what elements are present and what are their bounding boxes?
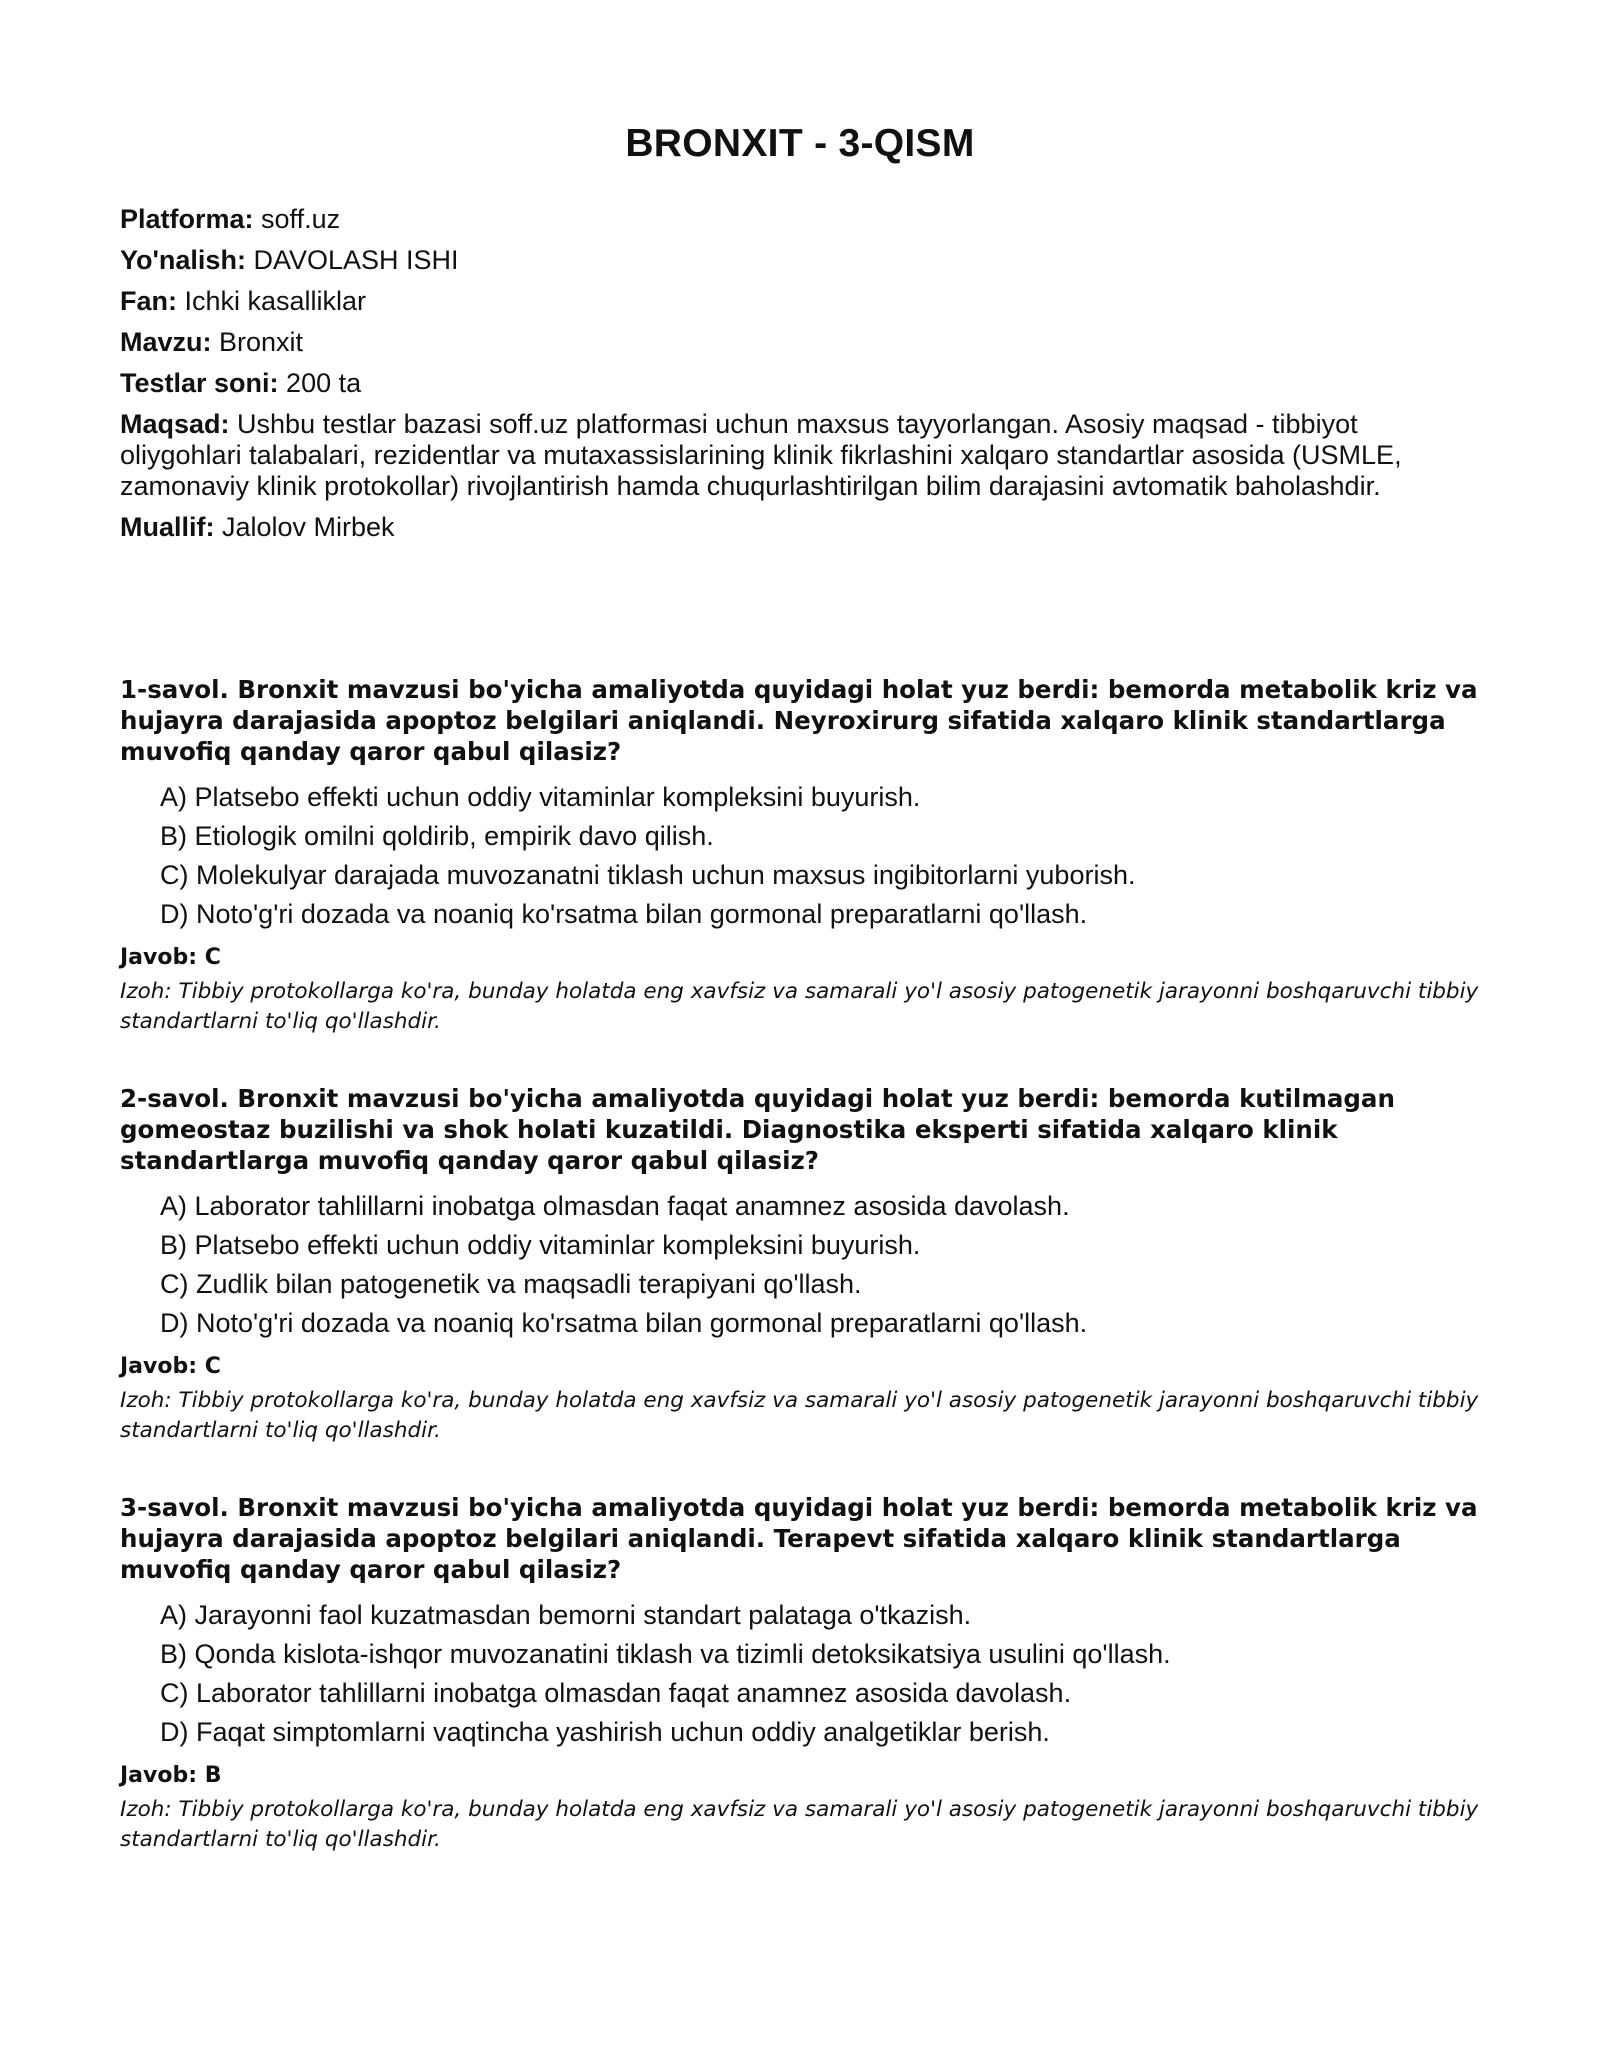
option-d: D) Noto'g'ri dozada va noaniq ko'rsatma bilan gormonal preparatlarni qo'llash. bbox=[160, 899, 1088, 929]
meta-key: Maqsad: bbox=[120, 409, 230, 439]
meta-value: Bronxit bbox=[211, 327, 304, 357]
question-text: 3-savol. Bronxit mavzusi bo'yicha amaliyotda quyidagi holat yuz berdi: bemorda metabolik kriz va hujayra darajasida apoptoz belgilari aniqlandi. Terapevt sifatida xalqaro klinik standartlarga muvofiq qanday qaror qabul qilasiz? bbox=[120, 1493, 1478, 1584]
option-c: C) Laborator tahlillarni inobatga olmasdan faqat anamnez asosida davolash. bbox=[160, 1678, 1072, 1708]
options-list bbox=[160, 1187, 1480, 1343]
option-a: A) Jarayonni faol kuzatmasdan bemorni standart palataga o'tkazish. bbox=[160, 1600, 972, 1630]
meta-topic bbox=[120, 327, 1480, 358]
question-block-1 bbox=[120, 674, 1480, 1037]
meta-value: DAVOLASH ISHI bbox=[245, 245, 459, 275]
option-d: D) Faqat simptomlarni vaqtincha yashirish uchun oddiy analgetiklar berish. bbox=[160, 1717, 1050, 1747]
option-b: B) Etiologik omilni qoldirib, empirik davo qilish. bbox=[160, 821, 714, 851]
meta-key: Mavzu: bbox=[120, 327, 212, 357]
meta-platform bbox=[120, 204, 1480, 235]
meta-test-count bbox=[120, 368, 1480, 399]
document-metadata bbox=[120, 204, 1480, 553]
meta-value: soff.uz bbox=[253, 204, 341, 234]
option-c: C) Molekulyar darajada muvozanatni tiklash uchun maxsus ingibitorlarni yuborish. bbox=[160, 860, 1136, 890]
answer-label: Javob: B bbox=[120, 1763, 222, 1788]
meta-key: Fan: bbox=[120, 286, 177, 316]
meta-direction bbox=[120, 245, 1480, 276]
option-c: C) Zudlik bilan patogenetik va maqsadli terapiyani qo'llash. bbox=[160, 1269, 862, 1299]
meta-author bbox=[120, 512, 1480, 543]
question-text: 1-savol. Bronxit mavzusi bo'yicha amaliyotda quyidagi holat yuz berdi: bemorda metabolik kriz va hujayra darajasida apoptoz belgilari aniqlandi. Neyroxirurg sifatida xalqaro klinik standartlarga muvofiq qanday qaror qabul qilasiz? bbox=[120, 675, 1478, 766]
option-a: A) Laborator tahlillarni inobatga olmasdan faqat anamnez asosida davolash. bbox=[160, 1191, 1070, 1221]
options-list bbox=[160, 778, 1480, 934]
meta-value: Jalolov Mirbek bbox=[214, 512, 395, 542]
explanation-note: Izoh: Tibbiy protokollarga ko'ra, bunday holatda eng xavfsiz va samarali yo'l asosiy patogenetik jarayonni boshqaruvchi tibbiy standartlarni to'liq qo'llashdir. bbox=[120, 1388, 1479, 1443]
options-list bbox=[160, 1596, 1480, 1752]
question-block-2 bbox=[120, 1083, 1480, 1446]
answer-label: Javob: C bbox=[120, 1354, 221, 1379]
explanation-note: Izoh: Tibbiy protokollarga ko'ra, bunday holatda eng xavfsiz va samarali yo'l asosiy patogenetik jarayonni boshqaruvchi tibbiy standartlarni to'liq qo'llashdir. bbox=[120, 1797, 1479, 1852]
meta-value: 200 ta bbox=[278, 368, 362, 398]
meta-key: Yo'nalish: bbox=[120, 245, 246, 275]
option-b: B) Platsebo effekti uchun oddiy vitaminlar kompleksini buyurish. bbox=[160, 1230, 921, 1260]
meta-subject bbox=[120, 286, 1480, 317]
meta-key: Testlar soni: bbox=[120, 368, 279, 398]
meta-value: Ichki kasalliklar bbox=[177, 286, 367, 316]
meta-value: Ushbu testlar bazasi soff.uz platformasi uchun maxsus tayyorlangan. Asosiy maqsad - tibbiyot oliygohlari talabalari, rezidentlar va mutaxassislarining klinik fikrlashini xalqaro standartlar asosida (USMLE, zamonaviy klinik protokollar) rivojlantirish hamda chuqurlashtirilgan bilim darajasini avtomatik baholashdir. bbox=[120, 409, 1402, 501]
option-d: D) Noto'g'ri dozada va noaniq ko'rsatma bilan gormonal preparatlarni qo'llash. bbox=[160, 1308, 1088, 1338]
question-text: 2-savol. Bronxit mavzusi bo'yicha amaliyotda quyidagi holat yuz berdi: bemorda kutilmagan gomeostaz buzilishi va shok holati kuzatildi. Diagnostika eksperti sifatida xalqaro klinik standartlarga muvofiq qanday qaror qabul qilasiz? bbox=[120, 1084, 1395, 1175]
answer-label: Javob: C bbox=[120, 945, 221, 970]
meta-key: Muallif: bbox=[120, 512, 215, 542]
explanation-note: Izoh: Tibbiy protokollarga ko'ra, bunday holatda eng xavfsiz va samarali yo'l asosiy patogenetik jarayonni boshqaruvchi tibbiy standartlarni to'liq qo'llashdir. bbox=[120, 979, 1479, 1034]
document-title: BRONXIT - 3-QISM bbox=[625, 122, 975, 165]
option-b: B) Qonda kislota-ishqor muvozanatini tiklash va tizimli detoksikatsiya usulini qo'llash. bbox=[160, 1639, 1171, 1669]
question-block-3 bbox=[120, 1492, 1480, 1855]
meta-key: Platforma: bbox=[120, 204, 254, 234]
option-a: A) Platsebo effekti uchun oddiy vitaminlar kompleksini buyurish. bbox=[160, 782, 921, 812]
meta-purpose bbox=[120, 409, 1480, 502]
